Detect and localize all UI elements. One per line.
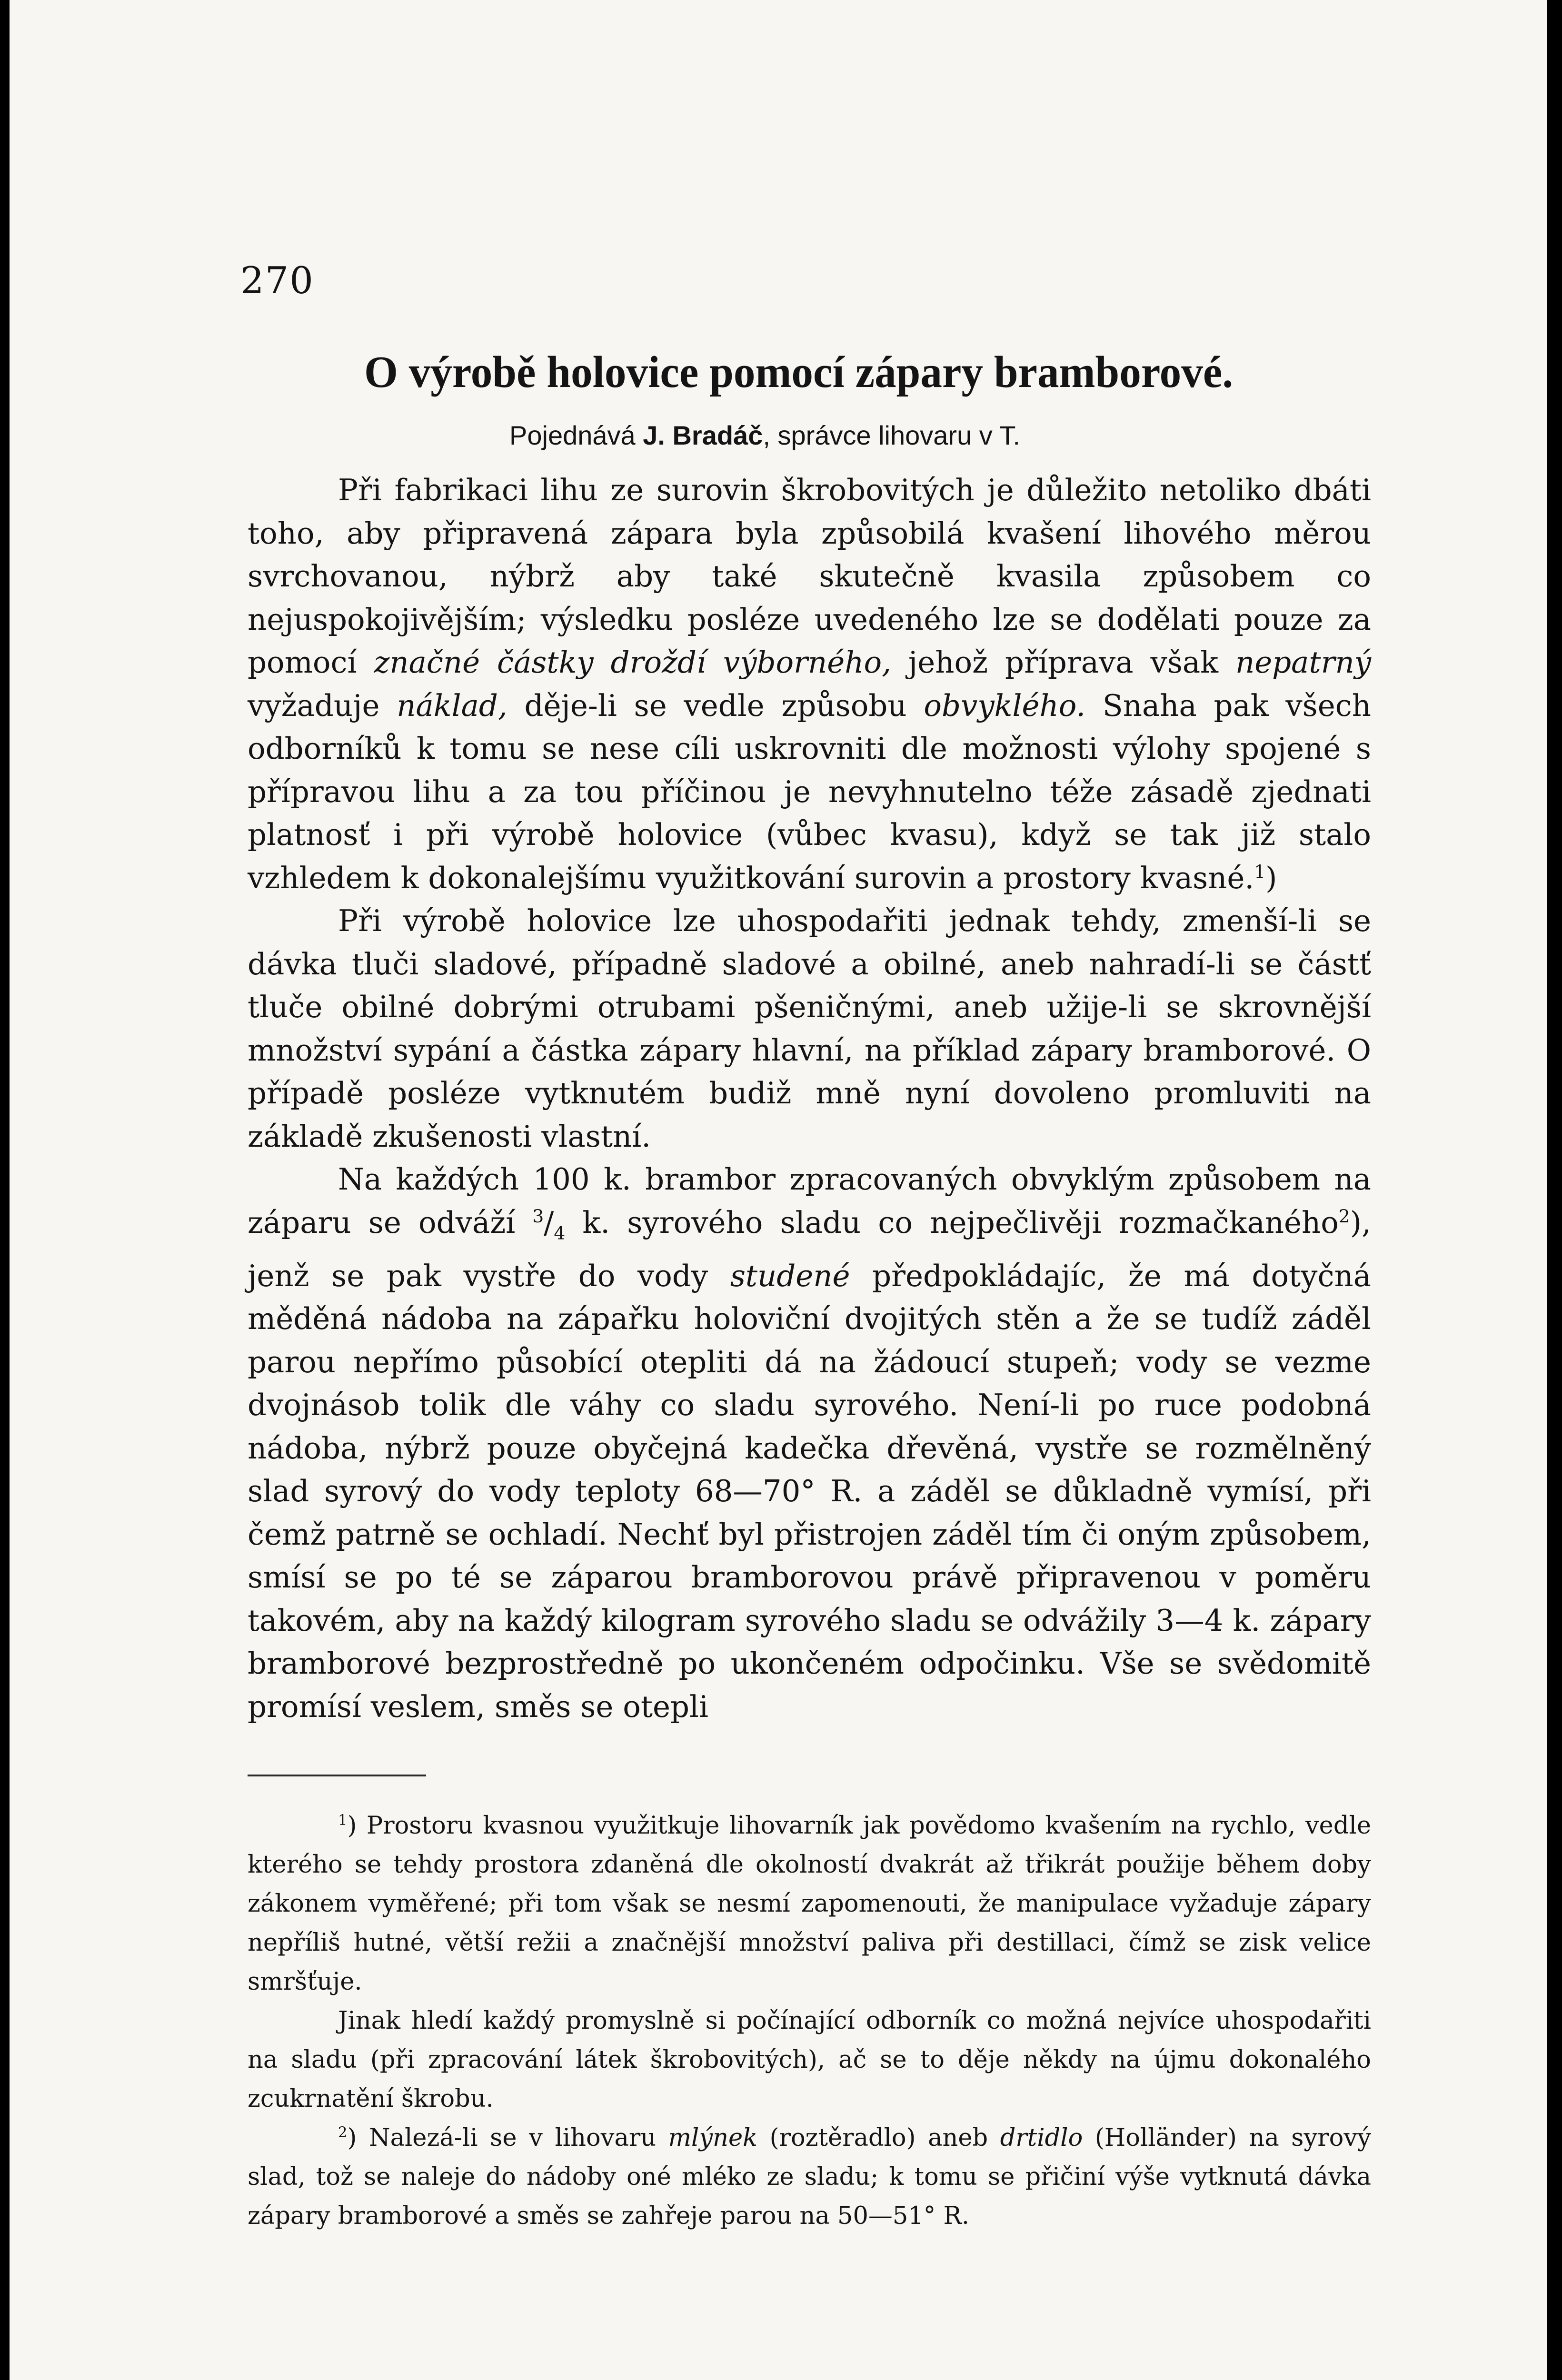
- footnote-text: ) Prostoru kvasnou využitkuje lihovarník jak povědomo kvašením na rychlo, vedle kterého se tehdy prostora zdaněná dle okolností dvakrát až třikrát použije během doby zákonem vyměřené; při tom však se nesmí zapomenouti, že manipulace vyžaduje zápary nepříliš hutné, větší režii a značnější množství paliva při destillaci, čímž se zisk velice smršťuje.: [248, 1812, 1371, 1996]
- paragraph-2: Při výrobě holovice lze uhospodařiti jednak tehdy, zmenší-li se dávka tluči sladové, případně sladové a obilné, aneb nahradí-li se částť tluče obilné dobrými otrubami pšeničnými, aneb užije-li se skrovnější množství sypání a částka zápary hlavní, na příklad zápary bramborové. O případě posléze vytknutém budiž mně nyní dovoleno promluviti na základě zkušenosti vlastní.: [248, 903, 1371, 1154]
- italic-run: značné částky droždí výborného,: [374, 645, 892, 680]
- footnote-1: [248, 1806, 1371, 2002]
- footnote-marker: 1: [338, 1812, 348, 1829]
- footnote-1-continued: Jinak hledí každý promyslně si počínající odborník co možná nejvíce uhospodařiti na sladu (při zpracování látek škrobovitých), ač se to děje někdy na újmu dokonalého zcukrnatění škrobu.: [248, 2007, 1371, 2113]
- text-run: jehož příprava však: [891, 645, 1235, 680]
- text-run: Na každých 100 k. brambor zpracovaných obvyklým způsobem na záparu se odváží: [248, 1162, 1371, 1240]
- italic-run: studené: [730, 1258, 850, 1293]
- text-run: k. syrového sladu co nejpečlivěji rozmačkaného: [565, 1205, 1339, 1240]
- italic-run: nepatrný: [1235, 645, 1372, 680]
- byline-suffix: , správce lihovaru v T.: [763, 420, 1020, 450]
- byline: [509, 420, 1020, 451]
- text-run: vyžaduje: [248, 688, 397, 723]
- footnote-ref-2: 2: [1338, 1205, 1350, 1227]
- text-run: Snaha pak všech odborníků k tomu se nese cíli uskrovniti dle možnosti výlohy spojené s přípravou lihu a za tou příčinou je nevyhnutelno téže zásadě zjednati platnosť i při výrobě holovice (vůbec kvasu), když se tak již stalo vzhledem k dokonalejšímu využitkování surovin a prostory kvasné.: [248, 688, 1371, 895]
- footnote-text: ) Nalezá-li se v lihovaru: [347, 2124, 668, 2152]
- paragraph-3: Na každých 100 k. brambor zpracovaných obvyklým způsobem na záparu se odváží $^3/_4$ k. syrového sladu co nejpečlivěji rozmačkaného$^2$), jenž se pak vystře do vody studené předpokládajíc, že má dotyčná měděná nádoba na zápařku holoviční dvojitých stěn a že se tudíž záděl parou nepřímo působící otepliti dá na žádoucí stupeň; vody se vezme dvojnásob tolik dle váhy co sladu syrového. Není-li po ruce podobná nádoba, nýbrž pouze obyčejná kadečka dřevěná, vystře se rozmělněný slad syrový do vody teploty 68—70° R. a záděl se důkladně vymísí, při čemž patrně se ochladí. Nechť byl přistrojen záděl tím či oným způsobem, smísí se po té se záparou bramborovou právě připravenou v poměru takovém, aby na každý kilogram syrového sladu se odvážily 3—4 k. zápary bramborové bezprostředně po ukončeném odpočinku. Vše se svědomitě promísí veslem, směs se otepli: [248, 1162, 1372, 1724]
- page-number: 270: [240, 259, 314, 302]
- byline-prefix: Pojednává: [509, 420, 643, 450]
- footnote-divider: [248, 1775, 426, 1776]
- document-page: [10, 0, 1547, 2380]
- footnote-ref-1: 1: [1254, 861, 1266, 882]
- footnote-marker: 2: [338, 2124, 348, 2141]
- text-run: předpokládajíc, že má dotyčná měděná nádoba na zápařku holoviční dvojitých stěn a že se tudíž záděl parou nepřímo působící otepliti dá na žádoucí stupeň; vody se vezme dvojnásob tolik dle váhy co sladu syrového. Není-li po ruce podobná nádoba, nýbrž pouze obyčejná kadečka dřevěná, vystře se rozmělněný slad syrový do vody teploty 68—70° R. a záděl se důkladně vymísí, při čemž patrně se ochladí. Nechť byl přistrojen záděl tím či oným způsobem, smísí se po té se záparou bramborovou právě připravenou v poměru takovém, aby na každý kilogram syrového sladu se odvážily 3—4 k. zápary bramborové bezprostředně po ukončeném odpočinku. Vše se svědomitě promísí veslem, směs se otepli: [248, 1258, 1372, 1724]
- footnote-2: [248, 2119, 1371, 2236]
- text-run: ): [1265, 860, 1277, 895]
- byline-author: J. Bradáč: [643, 420, 763, 450]
- italic-run: obvyklého.: [924, 688, 1086, 723]
- fraction-denominator: 4: [554, 1222, 566, 1243]
- footnote-text: (Holländer) na syrový slad, tož se naleje do nádoby oné mléko ze sladu; k tomu se přičiní výše vytknutá dávka zápary bramborové a směs se zahřeje parou na 50—51° R.: [248, 2124, 1372, 2230]
- article-title: O výrobě holovice pomocí zápary bramborové.: [364, 347, 1234, 397]
- italic-run: drtidlo: [1000, 2124, 1083, 2152]
- italic-run: mlýnek: [668, 2124, 758, 2152]
- footnotes: [248, 1806, 1371, 2236]
- paragraph-1: [248, 469, 1371, 900]
- article-body: [248, 469, 1371, 1728]
- italic-run: náklad,: [397, 688, 507, 723]
- text-run: děje-li se vedle způsobu: [507, 688, 924, 723]
- text-run: Při fabrikaci lihu ze surovin škrobovitých je důležito netoliko dbáti toho, aby připravená zápara byla způsobilá kvašení lihového měrou svrchovanou, nýbrž aby také skutečně kvasila způsobem co nejuspokojivějším; výsledku posléze uvedeného lze se dodělati pouze za pomocí: [248, 473, 1371, 680]
- text-run: ), jenž se pak vystře do vody: [248, 1205, 1371, 1293]
- footnote-text: (roztěradlo) aneb: [757, 2124, 1000, 2152]
- fraction-numerator: 3: [532, 1205, 544, 1227]
